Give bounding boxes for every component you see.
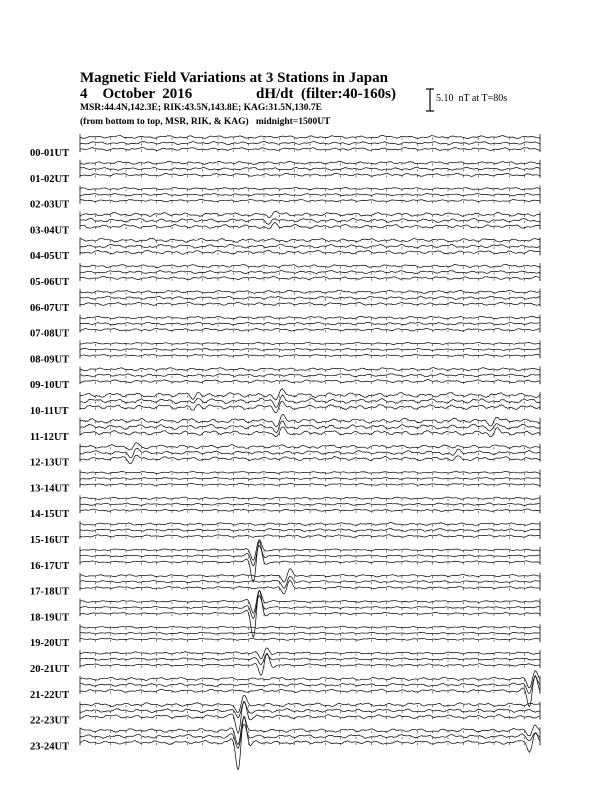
hour-label: 14-15UT xyxy=(30,509,70,521)
minute-ticks-rik xyxy=(80,505,540,507)
hour-label: 17-18UT xyxy=(30,586,70,598)
hour-label: 04-05UT xyxy=(30,251,70,263)
hour-label: 23-24UT xyxy=(30,741,70,753)
trace-kag xyxy=(80,590,540,637)
minute-ticks-rik xyxy=(80,608,540,610)
minute-ticks-kag xyxy=(80,201,540,203)
hour-label: 13-14UT xyxy=(30,483,70,495)
minute-ticks-msr xyxy=(80,163,540,165)
minute-ticks-kag xyxy=(80,562,540,564)
hour-label: 11-12UT xyxy=(30,431,69,443)
minute-ticks-rik xyxy=(80,531,540,533)
minute-ticks-kag xyxy=(80,253,540,255)
minute-ticks-rik xyxy=(80,556,540,558)
minute-ticks-rik xyxy=(80,685,540,687)
minute-ticks-kag xyxy=(80,666,540,668)
chart-title: Magnetic Field Variations at 3 Stations in Japan xyxy=(80,70,388,86)
hour-row-10-11ut xyxy=(30,389,540,417)
hour-label: 22-23UT xyxy=(30,715,70,727)
hour-label: 03-04UT xyxy=(30,225,70,237)
hour-label: 06-07UT xyxy=(30,302,70,314)
trace-rik xyxy=(80,448,540,457)
minute-ticks-rik xyxy=(80,737,540,739)
minute-ticks-kag xyxy=(80,511,540,513)
minute-ticks-rik xyxy=(80,634,540,636)
minute-ticks-kag xyxy=(80,279,540,281)
minute-ticks-msr xyxy=(80,705,540,707)
minute-ticks-msr xyxy=(80,241,540,243)
hour-row-17-18ut xyxy=(30,569,540,598)
hour-label: 09-10UT xyxy=(30,380,70,392)
minute-ticks-rik xyxy=(80,247,540,249)
hour-row-11-12ut xyxy=(30,414,540,443)
minute-ticks-rik xyxy=(80,195,540,197)
minute-ticks-rik xyxy=(80,350,540,352)
minute-ticks-msr xyxy=(80,731,540,733)
hour-label: 01-02UT xyxy=(30,173,70,185)
hour-label: 18-19UT xyxy=(30,612,70,624)
hour-row-23-24ut xyxy=(30,716,540,770)
hour-row-03-04ut xyxy=(30,211,540,236)
minute-ticks-rik xyxy=(80,402,540,404)
hour-row-09-10ut xyxy=(30,366,540,391)
hour-row-04-05ut xyxy=(30,237,540,262)
minute-ticks-kag xyxy=(80,640,540,642)
hour-label: 10-11UT xyxy=(30,406,69,417)
hour-row-21-22ut xyxy=(30,671,540,707)
hour-row-20-21ut xyxy=(30,648,540,675)
trace-order-note: (from bottom to top, MSR, RIK, & KAG) midnight=1500UT xyxy=(80,117,331,127)
trace-msr xyxy=(80,389,540,400)
hour-row-06-07ut xyxy=(30,289,540,314)
filter-label: dH/dt (filter:40-160s) xyxy=(256,86,396,102)
hour-row-05-06ut xyxy=(30,263,540,288)
hour-label: 12-13UT xyxy=(30,457,70,469)
minute-ticks-msr xyxy=(80,189,540,191)
minute-ticks-rik xyxy=(80,453,540,455)
hour-row-02-03ut xyxy=(30,186,540,211)
hour-label: 19-20UT xyxy=(30,638,70,650)
minute-ticks-kag xyxy=(80,485,540,487)
hour-row-12-13ut xyxy=(30,443,540,469)
hour-row-15-16ut xyxy=(30,521,540,546)
trace-msr xyxy=(80,569,540,582)
minute-ticks-rik xyxy=(80,298,540,300)
hour-row-07-08ut xyxy=(30,315,540,340)
hour-label: 08-09UT xyxy=(30,354,70,366)
minute-ticks-kag xyxy=(80,408,540,410)
station-coordinates: MSR:44.4N,142.3E; RIK:43.5N,143.8E; KAG:31.5N,130.7E xyxy=(80,103,322,113)
hour-row-18-19ut xyxy=(30,590,540,637)
hour-label: 15-16UT xyxy=(30,535,70,546)
trace-msr xyxy=(80,717,540,744)
minute-ticks-msr xyxy=(80,525,540,527)
hour-label: 05-06UT xyxy=(30,277,70,288)
minute-ticks-rik xyxy=(80,324,540,326)
hour-label: 02-03UT xyxy=(30,199,70,211)
hour-label: 21-22UT xyxy=(30,689,70,701)
hour-row-14-15ut xyxy=(30,495,540,520)
hour-label: 07-08UT xyxy=(30,328,70,340)
hour-row-22-23ut xyxy=(30,695,540,733)
hour-row-13-14ut xyxy=(30,469,540,494)
hour-row-00-01ut xyxy=(30,134,540,159)
minute-ticks-msr xyxy=(80,138,540,140)
minute-ticks-kag xyxy=(80,304,540,306)
minute-ticks-rik xyxy=(80,169,540,171)
trace-msr xyxy=(80,414,540,426)
scale-bar xyxy=(426,89,434,111)
minute-ticks-msr xyxy=(80,318,540,320)
scale-bar-label: 5.10 nT at T=80s xyxy=(436,93,508,104)
hour-label: 20-21UT xyxy=(30,664,70,675)
minute-ticks-kag xyxy=(80,691,540,693)
trace-msr xyxy=(80,648,540,659)
minute-ticks-msr xyxy=(80,576,540,578)
minute-ticks-msr xyxy=(80,344,540,346)
minute-ticks-kag xyxy=(80,537,540,539)
hour-row-01-02ut xyxy=(30,160,540,185)
minute-ticks-rik xyxy=(80,582,540,584)
minute-ticks-kag xyxy=(80,356,540,358)
minute-ticks-kag xyxy=(80,588,540,590)
hour-row-08-09ut xyxy=(30,340,540,365)
trace-kag xyxy=(80,653,540,675)
hour-label: 00-01UT xyxy=(30,148,70,159)
date-label: 4 October 2016 xyxy=(80,86,193,102)
minute-ticks-rik xyxy=(80,376,540,378)
hour-row-19-20ut xyxy=(30,624,540,649)
trace-kag xyxy=(80,716,540,770)
hour-label: 16-17UT xyxy=(30,560,70,572)
